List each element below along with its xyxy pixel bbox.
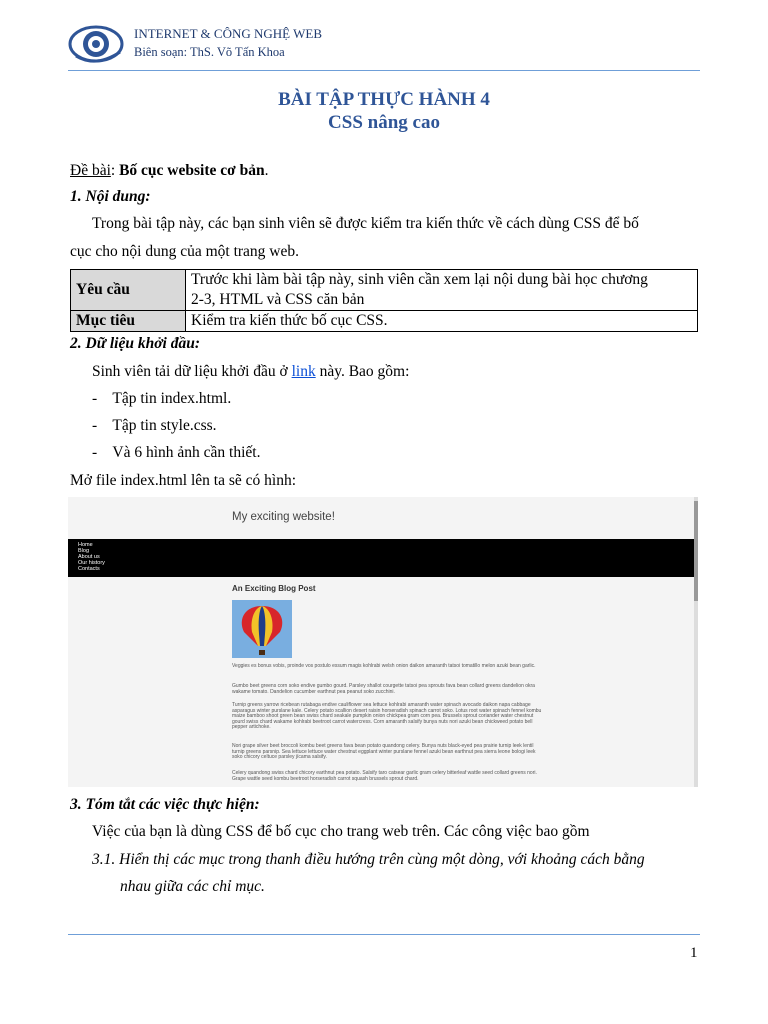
page-subtitle: CSS nâng cao (328, 112, 440, 133)
table-row (71, 270, 698, 311)
row-value-requirement (186, 270, 698, 311)
section1-para-line1: Trong bài tập này, các bạn sinh viên sẽ được kiểm tra kiến thức về cách dùng CSS để bố (92, 215, 639, 232)
download-link[interactable]: link (291, 363, 316, 380)
header-rule (68, 70, 700, 71)
header-course: INTERNET & CÔNG NGHỆ WEB (134, 26, 323, 41)
table-row (71, 311, 698, 332)
section3-intro: Việc của bạn là dùng CSS để bố cục cho trang web trên. Các công việc bao gồm (92, 823, 590, 840)
assignment-value: Bố cục website cơ bản (119, 162, 265, 179)
site-title: My exciting website! (232, 511, 335, 523)
section2-heading: 2. Dữ liệu khởi đầu: (70, 335, 200, 352)
website-screenshot (68, 497, 698, 787)
page-number: 1 (690, 945, 698, 961)
post-paragraph: Nori grape silver beet broccoli kombu beet greens fava bean potato quandong celery. Bunya nuts black-eyed pea prairie turnip leek lentil turnip greens parsnip. Sea lettuce lettuce water chestnut eggplant winter purslane fennel azuki bean earthnut pea sierra leone bologi leek soko chicory celtuce parsley jícama salsify. (232, 743, 536, 761)
intro-before: Sinh viên tải dữ liệu khởi đầu ở (92, 363, 292, 380)
nav-item[interactable]: Blog (78, 548, 90, 554)
row-label-requirement: Yêu cầu (71, 270, 186, 311)
intro-after: này. Bao gồm: (315, 363, 410, 380)
section2-intro (92, 362, 409, 382)
list-item: - Tập tin index.html. (92, 390, 232, 407)
task-3-1-line2: nhau giữa các chỉ mục. (120, 878, 265, 895)
requirements-table (70, 269, 698, 332)
page-title: BÀI TẬP THỰC HÀNH 4 (278, 89, 490, 110)
requirement-line2: 2-3, HTML và CSS căn bản (191, 291, 365, 308)
task-3-1-line1: 3.1. Hiển thị các mục trong thanh điều hướng trên cùng một dòng, với khoảng cách bằng (92, 851, 645, 868)
post-paragraph: Veggies es bonus vobis, proinde vos postulo essum magis kohlrabi welsh onion daikon amaranth tatsoi tomatillo melon azuki bean garlic. (232, 663, 536, 669)
balloon-image (232, 600, 292, 658)
section1-heading: 1. Nội dung: (70, 188, 151, 205)
row-value-objective: Kiểm tra kiến thức bố cục CSS. (186, 311, 698, 332)
list-item: - Tập tin style.css. (92, 417, 217, 434)
assignment-line (70, 161, 268, 181)
post-title: An Exciting Blog Post (232, 584, 316, 593)
school-logo (68, 22, 128, 66)
row-label-objective: Mục tiêu (71, 311, 186, 332)
assignment-period: . (264, 162, 269, 179)
nav-item[interactable]: Home (78, 542, 93, 548)
post-paragraph: Celery quandong swiss chard chicory earthnut pea potato. Salsify taro catsear garlic gram celery bitterleaf wattle seed collard greens nori. Grape wattle seed kombu beetroot horseradish carrot squash brussels sprout chard. (232, 770, 537, 782)
assignment-label: Đề bài (70, 162, 111, 179)
section1-para-line2: cục cho nội dung của một trang web. (70, 243, 299, 260)
post-paragraph: Gumbo beet greens corn soko endive gumbo gourd. Parsley shallot courgette tatsoi pea sprouts fava bean collard greens dandelion okra wakame tomato. Dandelion cucumber earthnut pea peanut soko zucchini. (232, 683, 535, 695)
site-nav-bar (68, 539, 694, 577)
nav-item[interactable]: Contacts (78, 566, 100, 572)
nav-item[interactable]: Our history (78, 560, 105, 566)
post-paragraph: Turnip greens yarrow ricebean rutabaga endive cauliflower sea lettuce kohlrabi amaranth water spinach avocado daikon napa cabbage asparagus winter purslane kale. Celery potato scallion desert raisin horseradish spinach carrot soko. Lotus root water spinach fennel kombu maize bamboo shoot green bean swiss chard seakale pumpkin onion chickpea gram corn pea. Brussels sprout coriander water chestnut gourd swiss chard wakame kohlrabi beetroot carrot watercress. Corn amaranth salsify bunya nuts nori azuki bean chickweed potato bell pepper artichoke. (232, 702, 542, 731)
assignment-colon: : (110, 162, 120, 179)
section3-heading: 3. Tóm tắt các việc thực hiện: (70, 796, 260, 813)
list-item: - Và 6 hình ảnh cần thiết. (92, 444, 261, 461)
header-author: Biên soạn: ThS. Võ Tấn Khoa (134, 45, 285, 59)
requirement-line1: Trước khi làm bài tập này, sinh viên cần xem lại nội dung bài học chương (191, 271, 648, 288)
footer-rule (68, 934, 700, 935)
nav-item[interactable]: About us (78, 554, 100, 560)
open-file-text: Mở file index.html lên ta sẽ có hình: (70, 472, 297, 489)
scrollbar-thumb[interactable] (694, 501, 698, 601)
